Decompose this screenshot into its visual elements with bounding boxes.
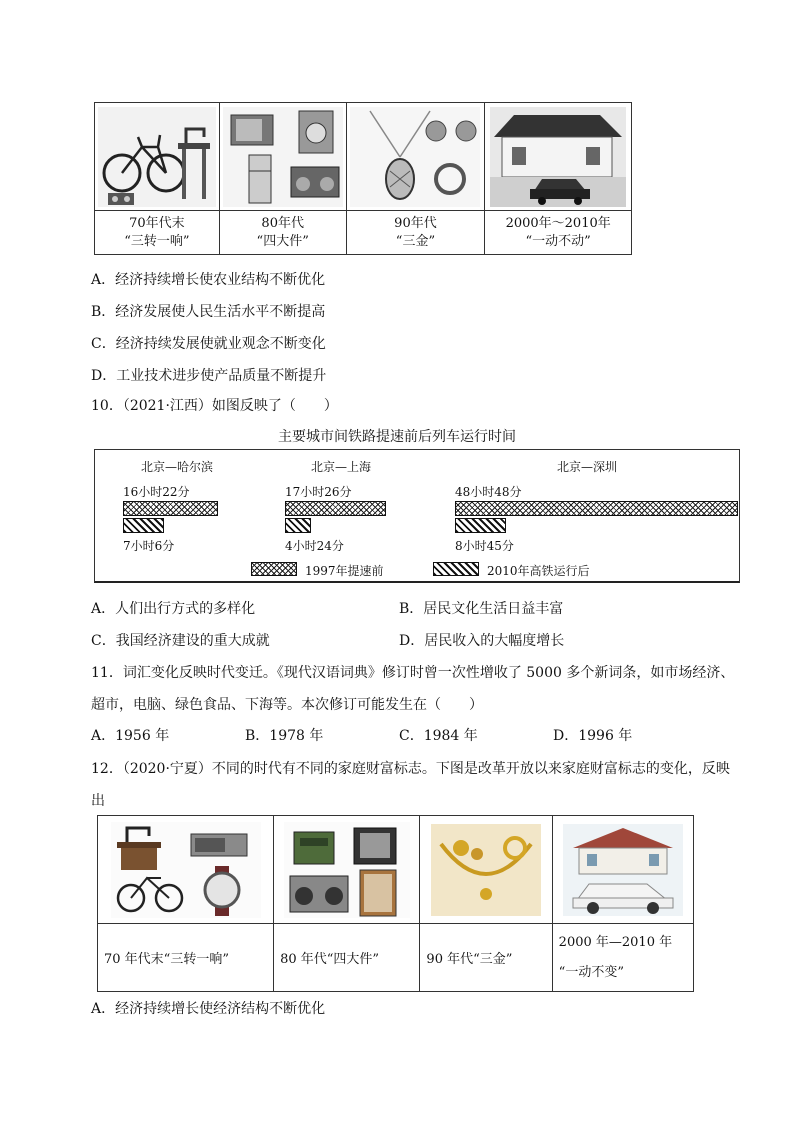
before-value-label: 16小时22分 xyxy=(123,485,190,499)
q12-caption-line1: 2000 年—2010 年 xyxy=(558,934,673,950)
after-bar xyxy=(455,518,506,533)
q9-caption-period: 2000年～2010年 xyxy=(505,215,611,231)
category-label: 北京—上海 xyxy=(311,460,372,474)
q12-caption-cell xyxy=(420,924,552,992)
q9-picture-table xyxy=(94,102,632,255)
legend-label-after: 2010年高铁运行后 xyxy=(487,564,590,578)
before-value-label: 48小时48分 xyxy=(455,485,522,499)
q10-option-b[interactable]: B．居民文化生活日益丰富 xyxy=(399,601,564,617)
q11-option-a[interactable]: A．1956 年 xyxy=(91,728,170,744)
after-bar xyxy=(123,518,164,533)
q10-option-a[interactable]: A．人们出行方式的多样化 xyxy=(91,601,256,617)
q12-image-2000s xyxy=(552,816,693,924)
after-value-label: 7小时6分 xyxy=(123,539,175,553)
q12-caption: 80 年代“四大件” xyxy=(280,952,380,967)
q12-caption-cell xyxy=(274,924,420,992)
q9-caption-name: “一动不动” xyxy=(525,233,591,249)
q9-caption-name: “三金” xyxy=(395,233,436,249)
q12-option-a[interactable]: A．经济持续增长使经济结构不断优化 xyxy=(91,1001,326,1017)
q9-caption-cell xyxy=(219,211,346,255)
q12-caption-line2: “一动不变” xyxy=(558,964,624,980)
q12-caption-cell xyxy=(98,924,274,992)
q9-image-70s xyxy=(95,103,220,211)
legend-swatch-before xyxy=(251,562,297,576)
q11-option-b[interactable]: B．1978 年 xyxy=(245,728,324,744)
gold-jewelry-icon xyxy=(431,824,541,916)
category-label: 北京—深圳 xyxy=(557,460,618,474)
q9-caption-period: 80年代 xyxy=(261,215,304,231)
q12-image-90s xyxy=(420,816,552,924)
q10-stem: 10．（2021·江西）如图反映了（ ） xyxy=(91,398,338,414)
before-bar xyxy=(455,501,738,516)
jewelry-icon xyxy=(350,107,480,207)
legend-label-before: 1997年提速前 xyxy=(305,564,384,578)
q9-option-a[interactable]: A．经济持续增长使农业结构不断优化 xyxy=(91,272,326,288)
legend-swatch-after xyxy=(433,562,479,576)
q9-image-80s xyxy=(219,103,346,211)
q9-caption-cell xyxy=(95,211,220,255)
bicycle-sewing-machine-icon xyxy=(98,107,216,207)
q11-stem-line1: 11．词汇变化反映时代变迁。《现代汉语词典》修订时曾一次性增收了 5000 多个新词条，如市场经济、 xyxy=(91,665,735,681)
q9-caption-cell xyxy=(346,211,485,255)
q9-caption-period: 90年代 xyxy=(394,215,437,231)
after-value-label: 4小时24分 xyxy=(285,539,344,553)
q12-caption: 70 年代末“三转一响” xyxy=(104,952,229,967)
q12-stem-line2: 出 xyxy=(91,793,105,809)
q12-stem-line1: 12．（2020·宁夏）不同的时代有不同的家庭财富标志。下图是改革开放以来家庭财富标志的变化，反映 xyxy=(91,761,730,777)
q9-image-2000s xyxy=(485,103,632,211)
q12-picture-table xyxy=(97,815,694,992)
before-bar xyxy=(285,501,386,516)
house-car-icon xyxy=(490,107,626,207)
q12-image-70s xyxy=(98,816,274,924)
q10-option-d[interactable]: D．居民收入的大幅度增长 xyxy=(399,633,565,649)
sewing-radio-bicycle-watch-icon xyxy=(111,822,261,918)
after-bar xyxy=(285,518,311,533)
before-bar xyxy=(123,501,218,516)
q9-caption-name: “三转一响” xyxy=(124,233,190,249)
railway-chart xyxy=(94,449,740,583)
q12-image-80s xyxy=(274,816,420,924)
q11-option-d[interactable]: D．1996 年 xyxy=(553,728,633,744)
q9-option-d[interactable]: D．工业技术进步使产品质量不断提升 xyxy=(91,368,327,384)
category-label: 北京—哈尔滨 xyxy=(141,460,214,474)
q9-caption-cell xyxy=(485,211,632,255)
q9-image-90s xyxy=(346,103,485,211)
q12-caption-cell xyxy=(552,924,693,992)
q11-stem-line2: 超市，电脑、绿色食品、下海等。本次修订可能发生在（ ） xyxy=(91,697,483,713)
q11-option-c[interactable]: C．1984 年 xyxy=(399,728,478,744)
q9-caption-name: “四大件” xyxy=(256,233,309,249)
q9-option-b[interactable]: B．经济发展使人民生活水平不断提高 xyxy=(91,304,326,320)
appliances-icon xyxy=(223,107,343,207)
chart-title: 主要城市间铁路提速前后列车运行时间 xyxy=(278,429,516,445)
q9-option-c[interactable]: C．经济持续发展使就业观念不断变化 xyxy=(91,336,326,352)
q9-caption-period: 70年代末 xyxy=(129,215,185,231)
before-value-label: 17小时26分 xyxy=(285,485,352,499)
q10-option-c[interactable]: C．我国经济建设的重大成就 xyxy=(91,633,270,649)
house-car-icon xyxy=(563,824,683,916)
q12-caption: 90 年代“三金” xyxy=(426,952,513,967)
after-value-label: 8小时45分 xyxy=(455,539,514,553)
tv-fridge-washer-recorder-icon xyxy=(284,822,410,918)
